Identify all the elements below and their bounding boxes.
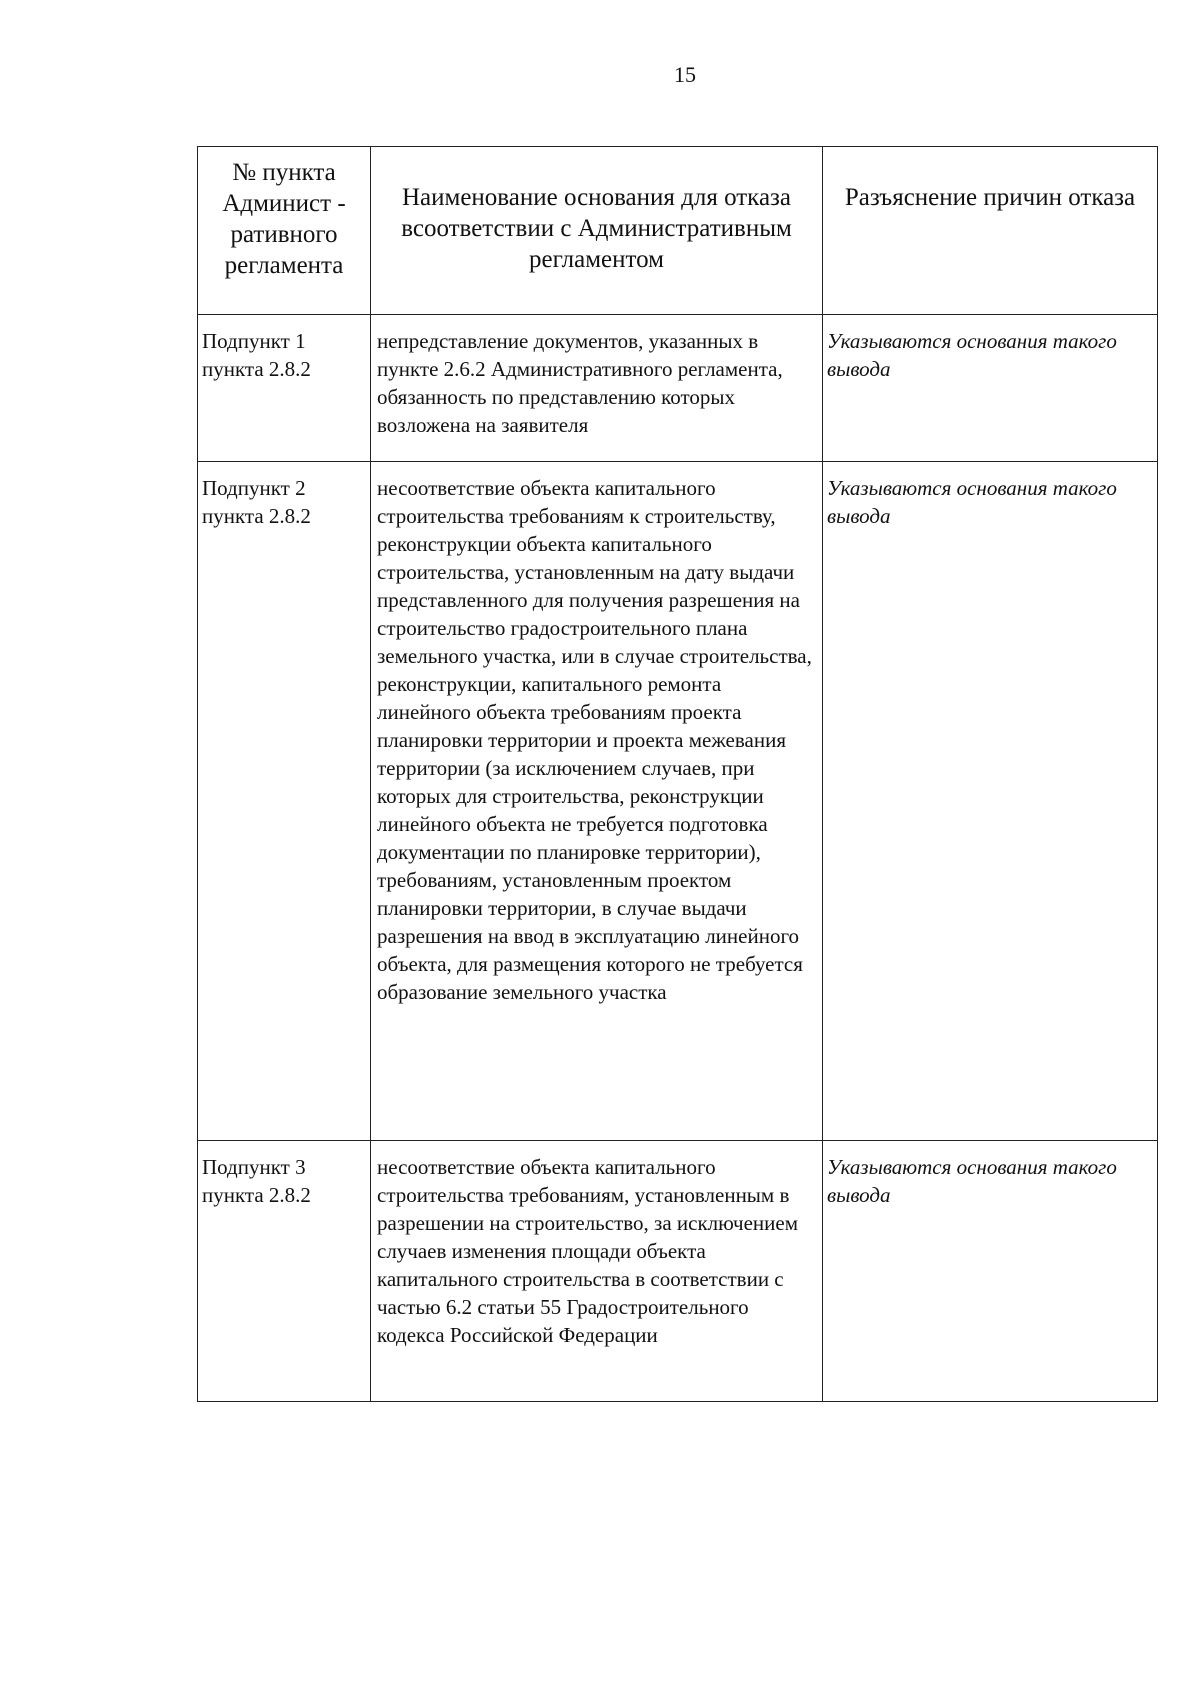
reason-cell	[371, 462, 823, 1141]
point-cell	[198, 1141, 371, 1402]
header-explanation	[823, 147, 1158, 315]
table-row	[198, 462, 1158, 1141]
table-row	[198, 1141, 1158, 1402]
reason-text: несоответствие объекта капитального строительства требованиям, установленным в разрешении на строительство, за исключением случаев изменения площади объекта капитального строительства в соответствии с частью 6.2 статьи 55 Градостроительного кодекса Российской Федерации	[377, 1155, 798, 1347]
header-point-number-text: № пункта Админист - ративного регламента	[222, 159, 346, 279]
point-text: Подпункт 1 пункта 2.8.2	[202, 329, 311, 381]
point-text: Подпункт 2 пункта 2.8.2	[202, 476, 311, 528]
reason-text: непредставление документов, указанных в пункте 2.6.2 Административного регламента, обязанность по представлению которых возложена на заявителя	[377, 329, 783, 437]
header-reason-name	[371, 147, 823, 315]
explanation-text: Указываются основания такого вывода	[827, 476, 1117, 528]
header-explanation-text: Разъяснение причин отказа	[844, 184, 1136, 211]
explanation-cell	[823, 462, 1158, 1141]
table-row	[198, 315, 1158, 462]
reason-cell	[371, 1141, 823, 1402]
point-cell	[198, 315, 371, 462]
header-reason-name-text: Наименование основания для отказа всоответствии с Административным регламентом	[401, 184, 792, 273]
explanation-text: Указываются основания такого вывода	[827, 329, 1117, 381]
explanation-cell	[823, 1141, 1158, 1402]
table-header-row	[198, 147, 1158, 315]
explanation-text: Указываются основания такого вывода	[827, 1155, 1117, 1207]
point-text: Подпункт 3 пункта 2.8.2	[202, 1155, 311, 1207]
point-cell	[198, 462, 371, 1141]
reason-cell	[371, 315, 823, 462]
page-number: 15	[674, 62, 696, 87]
refusal-grounds-table	[197, 146, 1158, 1402]
header-point-number	[198, 147, 371, 315]
reason-text: несоответствие объекта капитального строительства требованиям к строительству, реконструкции объекта капитального строительства, установленным на дату выдачи представленного для получения разрешения на строительство градостроительного плана земельного участка, или в случае строительства, реконструкции, капитального ремонта линейного объекта требованиям проекта планировки территории и проекта межевания территории (за исключением случаев, при которых для строительства, реконструкции линейного объекта не требуется подготовка документации по планировке территории), требованиям, установленным проектом планировки территории, в случае выдачи разрешения на ввод в эксплуатацию линейного объекта, для размещения которого не требуется образование земельного участка	[377, 476, 812, 1004]
explanation-cell	[823, 315, 1158, 462]
